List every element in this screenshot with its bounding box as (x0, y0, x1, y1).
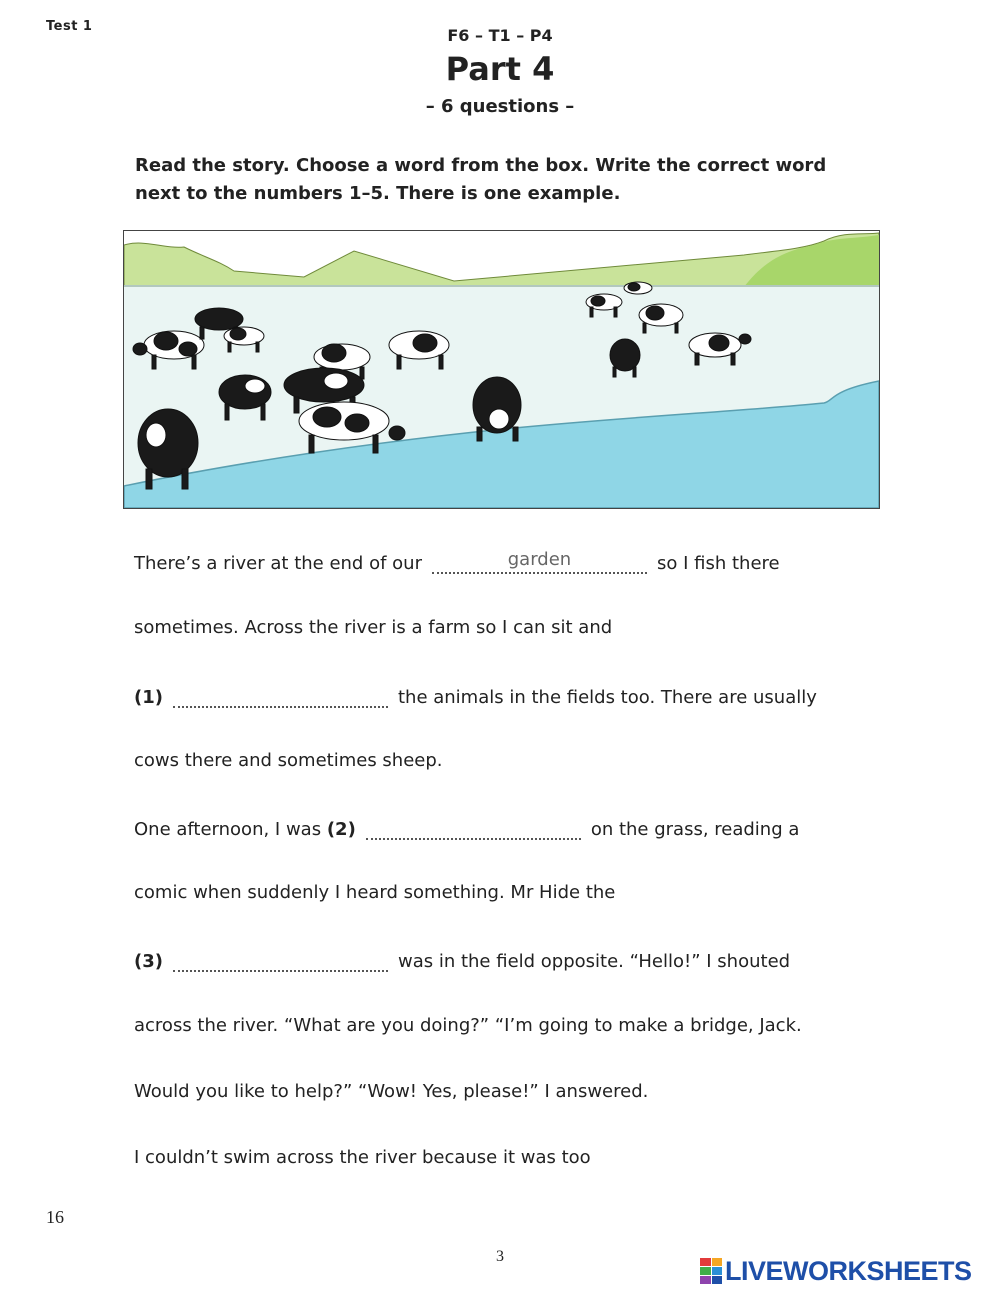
story-text: on the grass, reading a (590, 819, 800, 840)
story-line-5 (134, 816, 799, 840)
story-text: There’s a river at the end of our (134, 553, 422, 574)
section-code: F6 – T1 – P4 (447, 26, 553, 45)
book-page-number: 16 (46, 1207, 64, 1227)
story-text: One afternoon, I was (134, 819, 322, 840)
brand-name: LIVEWORKSHEETS (725, 1255, 972, 1286)
answer-blank-2[interactable] (366, 816, 581, 840)
cows-river-illustration (124, 231, 879, 508)
page-title: Part 4 (445, 50, 555, 88)
instructions: Read the story. Choose a word from the box. Write the correct word next to the numbers 1–5. There is one example. (135, 155, 827, 204)
question-number-3: (3) (134, 951, 163, 972)
story-text: was in the field opposite. “Hello!” I shouted (397, 951, 791, 972)
question-number-1: (1) (134, 687, 163, 708)
story-line-6: comic when suddenly I heard something. Mr Hide the (134, 882, 616, 903)
answer-blank-1[interactable] (173, 684, 388, 708)
question-count: – 6 questions – (425, 96, 575, 117)
story-line-3 (134, 684, 817, 708)
answer-blank-3[interactable] (173, 948, 388, 972)
story-line-1 (134, 550, 780, 574)
liveworksheets-logo-icon (700, 1258, 722, 1284)
example-answer: garden (432, 550, 647, 574)
worksheet-page-number: 3 (496, 1248, 504, 1265)
story-picture (123, 230, 880, 509)
story-line-8: across the river. “What are you doing?” “I’m going to make a bridge, Jack. (134, 1015, 802, 1036)
story-line-7 (134, 948, 790, 972)
story-text: so I fish there (656, 553, 780, 574)
story-line-10: I couldn’t swim across the river because it was too (134, 1147, 591, 1168)
liveworksheets-logo[interactable] (700, 1256, 972, 1286)
test-label: Test 1 (46, 19, 93, 34)
story-text: the animals in the fields too. There are usually (397, 687, 817, 708)
story-line-2: sometimes. Across the river is a farm so I can sit and (134, 617, 613, 638)
question-number-2: (2) (326, 819, 356, 840)
story-line-4: cows there and sometimes sheep. (134, 750, 443, 771)
story-line-9: Would you like to help?” “Wow! Yes, please!” I answered. (134, 1081, 649, 1102)
